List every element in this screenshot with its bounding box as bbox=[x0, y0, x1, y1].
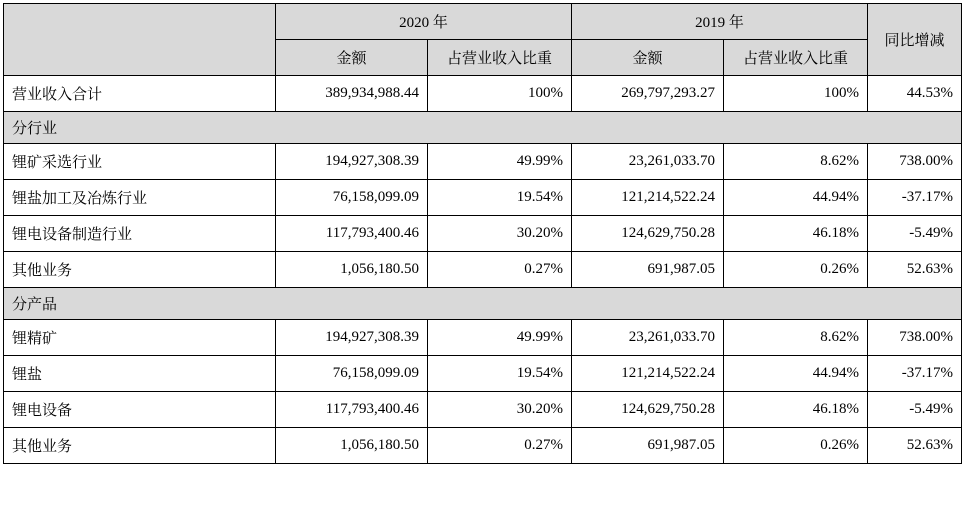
row-label: 其他业务 bbox=[4, 252, 276, 288]
cell-ratio-2020: 100% bbox=[428, 76, 572, 112]
row-label: 锂盐 bbox=[4, 356, 276, 392]
cell-change: -5.49% bbox=[868, 392, 962, 428]
cell-ratio-2019: 46.18% bbox=[724, 216, 868, 252]
document-page bbox=[0, 3, 963, 531]
table-row bbox=[4, 144, 962, 180]
cell-ratio-2019: 100% bbox=[724, 76, 868, 112]
table-row bbox=[4, 392, 962, 428]
cell-amount-2019: 121,214,522.24 bbox=[572, 180, 724, 216]
table-row bbox=[4, 320, 962, 356]
cell-change: 738.00% bbox=[868, 144, 962, 180]
cell-amount-2020: 1,056,180.50 bbox=[276, 428, 428, 464]
cell-ratio-2019: 0.26% bbox=[724, 252, 868, 288]
table-row bbox=[4, 356, 962, 392]
cell-ratio-2019: 8.62% bbox=[724, 320, 868, 356]
table-row-section-industry bbox=[4, 112, 962, 144]
table-row bbox=[4, 216, 962, 252]
cell-amount-2020: 1,056,180.50 bbox=[276, 252, 428, 288]
row-label: 其他业务 bbox=[4, 428, 276, 464]
table-row-section-product bbox=[4, 288, 962, 320]
row-label: 锂矿采选行业 bbox=[4, 144, 276, 180]
cell-ratio-2020: 0.27% bbox=[428, 428, 572, 464]
table-row bbox=[4, 180, 962, 216]
cell-amount-2020: 389,934,988.44 bbox=[276, 76, 428, 112]
cell-amount-2020: 117,793,400.46 bbox=[276, 392, 428, 428]
header-row-top bbox=[4, 4, 962, 40]
cell-ratio-2020: 49.99% bbox=[428, 320, 572, 356]
cell-amount-2019: 124,629,750.28 bbox=[572, 216, 724, 252]
cell-ratio-2019: 44.94% bbox=[724, 180, 868, 216]
header-year-2020: 2020 年 bbox=[276, 4, 572, 40]
cell-amount-2020: 76,158,099.09 bbox=[276, 180, 428, 216]
section-label: 分产品 bbox=[4, 288, 962, 320]
cell-change: 44.53% bbox=[868, 76, 962, 112]
cell-amount-2019: 124,629,750.28 bbox=[572, 392, 724, 428]
cell-change: 738.00% bbox=[868, 320, 962, 356]
cell-ratio-2019: 44.94% bbox=[724, 356, 868, 392]
header-ratio-2019: 占营业收入比重 bbox=[724, 40, 868, 76]
revenue-breakdown-table bbox=[3, 3, 962, 464]
cell-ratio-2020: 30.20% bbox=[428, 216, 572, 252]
cell-amount-2019: 269,797,293.27 bbox=[572, 76, 724, 112]
cell-amount-2019: 691,987.05 bbox=[572, 428, 724, 464]
table-row bbox=[4, 252, 962, 288]
cell-amount-2019: 23,261,033.70 bbox=[572, 320, 724, 356]
header-year-2019: 2019 年 bbox=[572, 4, 868, 40]
header-yoy-change: 同比增减 bbox=[868, 4, 962, 76]
header-ratio-2020: 占营业收入比重 bbox=[428, 40, 572, 76]
section-label: 分行业 bbox=[4, 112, 962, 144]
table-row-total bbox=[4, 76, 962, 112]
cell-amount-2020: 76,158,099.09 bbox=[276, 356, 428, 392]
table-body bbox=[4, 76, 962, 464]
cell-amount-2020: 194,927,308.39 bbox=[276, 144, 428, 180]
row-label: 锂电设备 bbox=[4, 392, 276, 428]
cell-ratio-2020: 19.54% bbox=[428, 356, 572, 392]
cell-ratio-2020: 19.54% bbox=[428, 180, 572, 216]
cell-amount-2019: 691,987.05 bbox=[572, 252, 724, 288]
cell-ratio-2019: 0.26% bbox=[724, 428, 868, 464]
row-label: 营业收入合计 bbox=[4, 76, 276, 112]
header-corner-cell bbox=[4, 4, 276, 76]
cell-amount-2020: 117,793,400.46 bbox=[276, 216, 428, 252]
row-label: 锂盐加工及冶炼行业 bbox=[4, 180, 276, 216]
cell-change: 52.63% bbox=[868, 252, 962, 288]
cell-ratio-2020: 30.20% bbox=[428, 392, 572, 428]
table-row bbox=[4, 428, 962, 464]
cell-change: -5.49% bbox=[868, 216, 962, 252]
cell-change: -37.17% bbox=[868, 356, 962, 392]
cell-amount-2019: 23,261,033.70 bbox=[572, 144, 724, 180]
cell-ratio-2019: 46.18% bbox=[724, 392, 868, 428]
cell-ratio-2019: 8.62% bbox=[724, 144, 868, 180]
cell-ratio-2020: 0.27% bbox=[428, 252, 572, 288]
cell-amount-2020: 194,927,308.39 bbox=[276, 320, 428, 356]
row-label: 锂电设备制造行业 bbox=[4, 216, 276, 252]
cell-ratio-2020: 49.99% bbox=[428, 144, 572, 180]
cell-change: 52.63% bbox=[868, 428, 962, 464]
row-label: 锂精矿 bbox=[4, 320, 276, 356]
header-amount-2019: 金额 bbox=[572, 40, 724, 76]
cell-change: -37.17% bbox=[868, 180, 962, 216]
table-header bbox=[4, 4, 962, 76]
cell-amount-2019: 121,214,522.24 bbox=[572, 356, 724, 392]
header-amount-2020: 金额 bbox=[276, 40, 428, 76]
